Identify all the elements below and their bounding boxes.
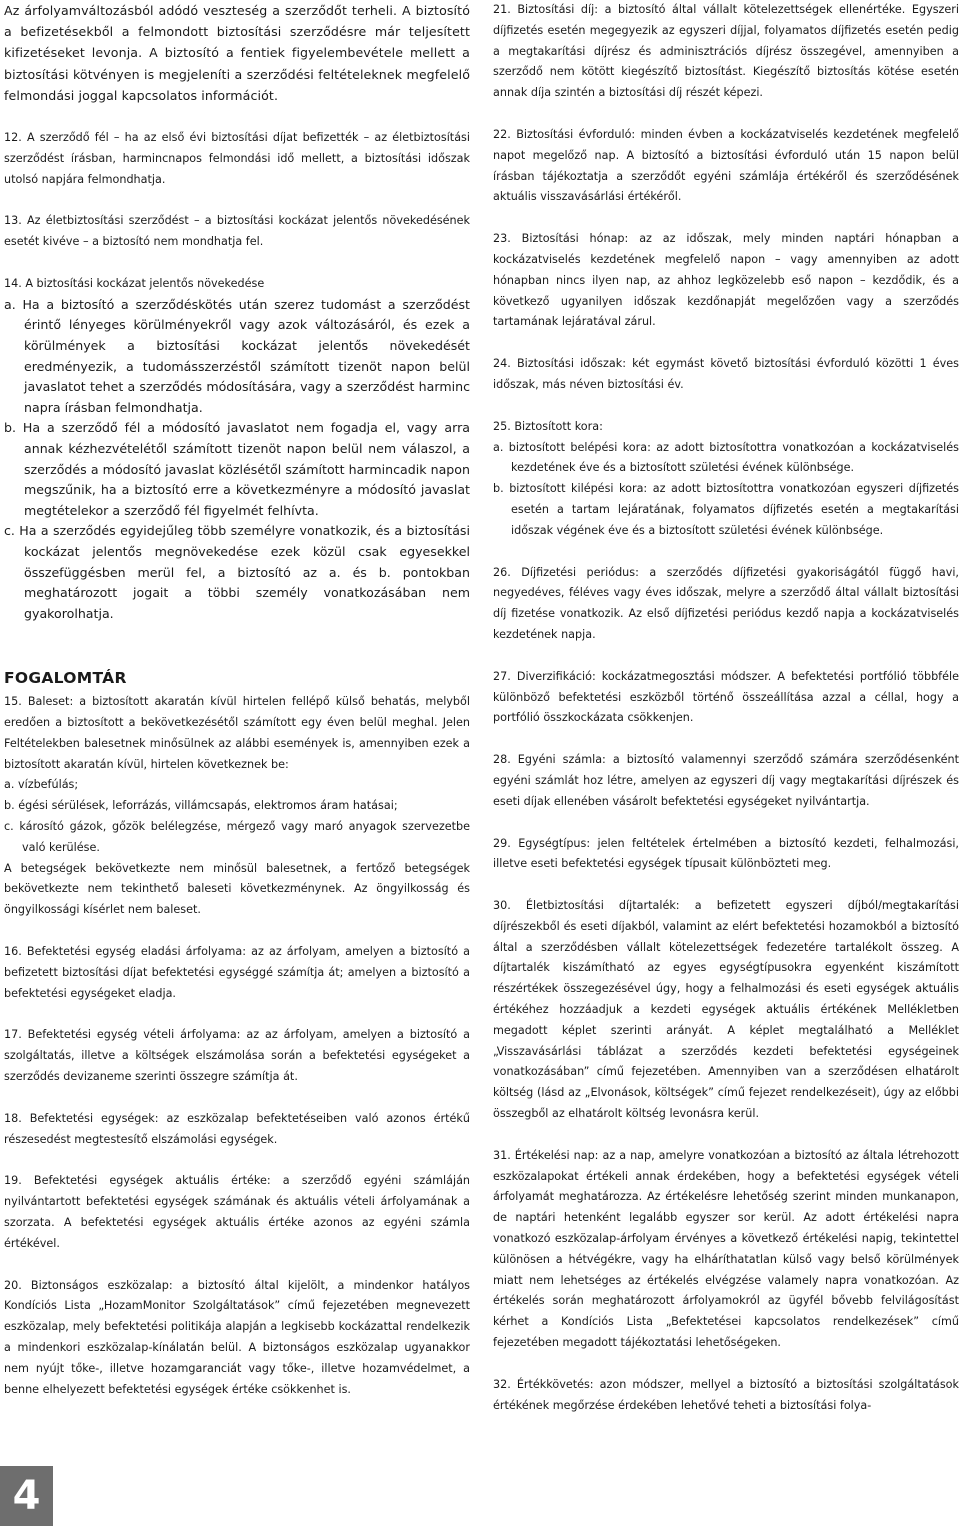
definition-22 — [493, 125, 959, 208]
definition-25-title: 25. Biztosított kora: — [493, 419, 603, 433]
definition-25-b: b. biztosított kilépési kora: az adott biztosítottra vonatkozóan egyszeri díjfizetés esetén a tartam lejáratának, folyamatos díjfizetés esetén a megtakarítási időszak végének éve és a biztosított születési évének különbsége. — [493, 482, 959, 537]
definition-30-text: a befizetett egyszeri díjból/megtakarítási díjrészekből és eseti díjakból, valamint az elért befektetési hozamokból a biztosító által a szerződésben vállalt kötelezettségek fedezetére tartalékolt összeg. A díjtartalék kiszámítható az egyes egységtípusokra egyenként kiszámított részértékek összegezésével úgy, hogy a felhalmozási és eseti egységek aktuális értékéhez hozzáadjuk a kezdeti egységek aktuális értékének Mellékletben megadott képlet szerinti arányát. A képlet megtalálható a Melléklet „Visszavásárlási táblázat a szerződés kezdeti befektetési egységeinek vonatkozásában” című fejezetében. Amennyiben van a szerződésen elhatárolt költség (lásd az „Elvonások, költségek” című fejezet rendelkezéseit), úgy az előbbi összegből az elhatárolt költség levonásra kerül. — [493, 899, 959, 1121]
definition-29 — [493, 834, 959, 876]
definition-24-text: két egymást követő biztosítási évforduló közötti 1 éves időszak, más néven biztosítási év. — [493, 357, 959, 391]
definition-27-term: 27. Diverzifikáció: — [493, 669, 596, 683]
definition-17 — [4, 1025, 470, 1087]
definition-15-a: a. vízbefúlás; — [4, 778, 79, 792]
definition-15-term: 15. Baleset: — [4, 695, 74, 709]
page-number: 4 — [12, 1473, 41, 1519]
definition-23 — [493, 229, 959, 333]
definition-17-text: az az árfolyam, amelyen a biztosító a szolgáltatás, illetve a költségek elszámolása során a befektetési egységeket a szerződés devizaneme szerinti összegre számítja át. — [4, 1028, 471, 1084]
definition-20-text: a biztosító által kijelölt, a mindenkor hatályos Kondíciós Lista „HozamMonitor Szolgáltatások” című fejezetében megnevezett eszközalap, mely befektetési politikája alapján a legkisebb kockázattal rendelkezik a mindenkori eszközalap-kínálatán belül. A biztonságos eszközalap ugyanakkor nem nyújt tőke-, illetve hozamgaranciát vagy tőke-, illetve hozamvédelmet, a benne elhelyezett befektetési egységek értéke csökkenhet is. — [4, 1278, 470, 1396]
definition-25-a: a. biztosított belépési kora: az adott biztosítottra vonatkozóan a kockázatviselés kezdetének éve és a biztosított születési évének különbsége. — [493, 440, 959, 475]
definition-26 — [493, 563, 959, 646]
definition-16-term: 16. Befektetési egység eladási árfolyama: — [4, 945, 247, 959]
definition-15-c: c. károsító gázok, gőzök belélegzése, mérgező vagy maró anyagok szervezetbe való kerülése. — [4, 820, 470, 854]
definition-15 — [4, 692, 470, 775]
left-column — [4, 0, 470, 1400]
definition-18 — [4, 1109, 470, 1151]
definition-32-term: 32. Értékkövetés: — [493, 1377, 594, 1391]
definition-24 — [493, 354, 959, 396]
section-heading: FOGALOMTÁR — [4, 669, 127, 688]
definition-31 — [493, 1146, 959, 1354]
definition-29-text: jelen feltételek értelmében a biztosító kezdeti, felhalmozási, illetve eseti befektetési egységek típusait különbözteti meg. — [493, 836, 959, 871]
definition-16 — [4, 942, 470, 1004]
definition-32 — [493, 1375, 959, 1417]
definition-18-text: az eszközalap befektetéseiben való azonos értékű részesedést megtestesítő elszámolási egységek. — [4, 1111, 470, 1146]
definition-20-term: 20. Biztonságos eszközalap: — [4, 1278, 173, 1292]
definition-26-term: 26. Díjfizetési periódus: — [493, 565, 639, 579]
definition-28-text: a biztosító valamennyi szerződő számára szerződésenként egyéni számlát hoz létre, amelyen az egyszeri díj vagy megtakarítási díjrészek és eseti díjak ellenében vásárolt befektetési egységeket nyilvántartja. — [493, 753, 959, 808]
intro-paragraph: Az árfolyamváltozásból adódó veszteség a szerződőt terheli. A biztosító a befizetésekből a felmondott biztosítási szerződésre már teljesített kifizetéseket levonja. A biztosító a fentiek figyelembevétele mellett a biztosítási kötvényen is megjeleníti a szerződési feltételeknek megfelelő felmondási joggal kapcsolatos információt. — [4, 3, 470, 103]
definition-24-term: 24. Biztosítási időszak: — [493, 357, 626, 371]
definition-29-term: 29. Egységtípus: — [493, 836, 591, 850]
definition-16-text: az az árfolyam, amelyen a biztosító a befizetett biztosítási díjat befektetési egységgé számítja át; amelyen a biztosító a befektetési egységeket eladja. — [4, 945, 470, 1000]
definition-27-text: kockázatmegosztási módszer. A befektetési portfólió többféle különböző befektetési eszközből történő összeállítása azzal a céllal, hogy a portfólió összkockázata csökkenjen. — [493, 669, 959, 725]
page-number-box — [0, 1466, 53, 1526]
definition-20 — [4, 1276, 470, 1401]
definition-15-text: a biztosított akaratán kívül hirtelen fellépő külső behatás, melyből eredően a biztosított a bekövetkezésétől számított egy éven belül meghal. Jelen Feltételekben balesetnek minősülnek az alábbi események is, amennyiben ezek a biztosított akaratán kívül, hirtelen következnek be: — [4, 695, 470, 771]
clause-14-b: b. Ha a szerződő fél a módosító javaslatot nem fogadja el, vagy arra annak kézhezvételétől számított tizenöt napon belül nem válaszol, a szerződés a módosító javaslat közlésétől számított harmincadik napon megszűnik, ha a biztosító erre a következményre a módosító javaslat megtételekor a szerződő fél figyelmét felhívta. — [4, 420, 470, 518]
definition-27 — [493, 667, 959, 729]
clause-14-title: 14. A biztosítási kockázat jelentős növekedése — [4, 277, 265, 290]
definition-31-term: 31. Értékelési nap: — [493, 1148, 599, 1162]
definition-23-term: 23. Biztosítási hónap: — [493, 232, 629, 246]
definition-19-text: a szerződő egyéni számláján nyilvántartott befektetési egységek számának és aktuális vételi árfolyamának a szorzata. A befektetési egységek aktuális értéke azonos az egyéni számla értékével. — [4, 1174, 471, 1250]
definition-32-text: azon módszer, mellyel a biztosító a biztosítási szolgáltatások értékének megőrzése érdekében lehetővé teheti a biztosítási folya- — [493, 1377, 959, 1412]
clause-13: 13. Az életbiztosítási szerződést – a biztosítási kockázat jelentős növekedésének esetét kivéve – a biztosító nem mondhatja fel. — [4, 214, 470, 249]
definition-28 — [493, 750, 959, 812]
definition-21 — [493, 0, 959, 104]
definition-22-text: minden évben a kockázatviselés kezdetének megfelelő napot megelőző nap. A biztosító a biztosítási évforduló után 15 napon belül írásban tájékoztatja a szerződőt egyéni számlája értékéről és szerződésének aktuális visszavásárlási értékéről. — [493, 127, 959, 204]
definition-31-text: az a nap, amelyre vonatkozóan a biztosító az általa létrehozott eszközalapokat értékeli annak érdekében, hogy a befektetési egységek vételi árfolyamát meghatározza. Az értékelésre lehetőség szerint minden munkanapon, de naptári hetenként legalább egyszer sor kerül. Az adott értékelési napra vonatkozó eszközalap-árfolyam érvényes a következő értékelési napig, tekintettel különösen a hétvégékre, vagy ha elháríthatatlan külső vagy belső körülmények miatt nem lehetséges az értékelés elvégzése valamely napra vonatkozóan. Az értékelés során meghatározott árfolyamokról az ügyfél bővebb felvilágosítást kérhet a Kondíciós Lista „Befektetései kapcsolatos rendelkezések” című fejezetében megadott tájékoztatási lehetőségeken. — [493, 1148, 959, 1350]
clause-12: 12. A szerződő fél – ha az első évi biztosítási díjat befizették – az életbiztosítási szerződést írásban, harmincnapos felmondási idő mellett, a biztosítási időszak utolsó napjára felmondhatja. — [4, 131, 470, 186]
definition-23-text: az az időszak, mely minden naptári hónapban a kockázatviselés kezdetének megfelelő napon – vagy amennyiben az adott hónapban nincs ilyen nap, az ahhoz legközelebb eső napon – kezdődik, és a következő ugyanilyen időszak kezdőnapját megelőzően vagy a szerződés tartamának lejáratával zárul. — [493, 232, 960, 329]
definition-30 — [493, 896, 959, 1125]
definition-15-tail: A betegségek bekövetkezte nem minősül balesetnek, a fertőző betegségek bekövetkezte nem tekinthető baleseti következménynek. Az öngyilkosság és öngyilkossági kísérlet nem baleset. — [4, 861, 470, 917]
definition-19-term: 19. Befektetési egységek aktuális értéke: — [4, 1174, 271, 1188]
definition-26-text: a szerződés díjfizetési gyakoriságától függő havi, negyedéves, féléves vagy éves időszak, melyre a szerződő által vállalt biztosítási díj fizetése vonatkozik. Az első díjfizetési periódus kezdő napja a kockázatviselés kezdetének napja. — [493, 565, 959, 641]
clause-14-c: c. Ha a szerződés egyidejűleg több személyre vonatkozik, és a biztosítási kockázat jelentős megnövekedése ezek közül csak egyesekkel összefüggésben merül fel, a biztosító az a. és b. pontokban meghatározott jogait a többi személy vonatkozásában nem gyakorolhatja. — [4, 523, 470, 621]
definition-17-term: 17. Befektetési egység vételi árfolyama: — [4, 1028, 241, 1042]
definition-30-term: 30. Életbiztosítási díjtartalék: — [493, 899, 680, 913]
definition-18-term: 18. Befektetési egységek: — [4, 1111, 159, 1125]
definition-19 — [4, 1171, 470, 1254]
right-column — [493, 0, 959, 1416]
definition-21-text: a biztosító által vállalt kötelezettségek ellenértéke. Egyszeri díjfizetés esetén megegyezik az egyszeri díjjal, folyamatos díjfizetés esetén pedig a megtakarítási díjrész és adminisztrációs díjrész összegével, amennyiben a szerződő nem kötött kiegészítő biztosítást. Kiegészítő biztosítás kötése esetén annak díja szintén a biztosítási díj részét képezi. — [493, 3, 959, 100]
definition-15-b: b. égési sérülések, leforrázás, villámcsapás, elektromos áram hatásai; — [4, 799, 398, 813]
definition-22-term: 22. Biztosítási évforduló: — [493, 127, 636, 141]
definition-28-term: 28. Egyéni számla: — [493, 753, 606, 767]
definition-21-term: 21. Biztosítási díj: — [493, 3, 599, 16]
clause-14-a: a. Ha a biztosító a szerződéskötés után szerez tudomást a szerződést érintő lényeges körülményekről vagy azok változásáról, és ezek a körülmények a biztosítási kockázat jelentős növekedését eredményezik, a tudomásszerzéstől számított tizenöt napon belül javaslatot tehet a szerződés módosítására, vagy a szerződést harminc napra írásban felmondhatja. — [4, 296, 470, 415]
